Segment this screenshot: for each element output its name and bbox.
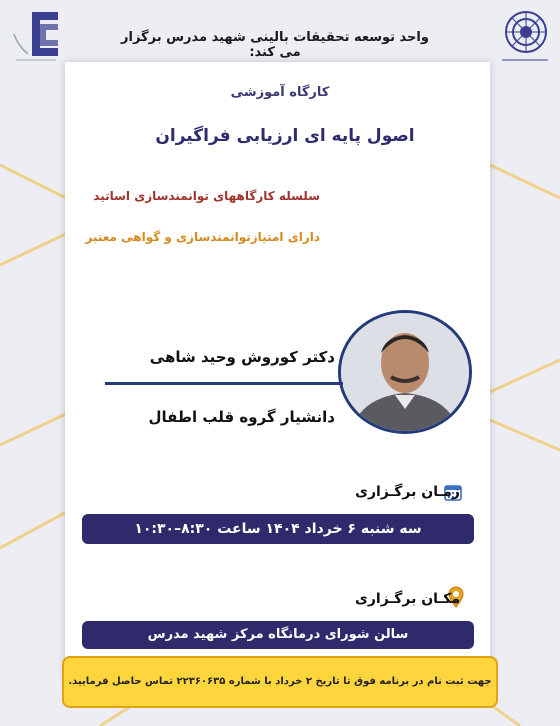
university-logo-left [10, 6, 72, 72]
event-series: سلسله کارگاههای توانمندسازی اساتید [93, 189, 320, 203]
registration-note: جهت ثبت نام در برنامه فوق تا تاریخ ۲ خرداد با شماره ۲۲۳۶۰۶۳۵ تماس حاصل فرمایید. [62, 656, 498, 708]
time-heading: زمـان برگـزاری [355, 484, 460, 500]
organizer-heading: واحد توسعه تحقیقات بالینی شهید مدرس برگزار می کند: [121, 30, 429, 60]
time-value: سه شنبه ۶ خرداد ۱۴۰۴ ساعت ۸:۳۰–۱۰:۳۰ [82, 514, 474, 544]
presenter-photo [338, 310, 472, 434]
presenter-position: دانشیار گروه قلب اطفال [148, 408, 335, 426]
place-heading: مکـان برگـزاری [355, 591, 460, 607]
event-title: اصول پایه ای ارزیابی فراگیران [155, 126, 415, 146]
place-value: سالن شورای درمانگاه مرکز شهید مدرس [82, 621, 474, 649]
event-type: کارگاه آموزشی [230, 85, 330, 100]
divider-line [105, 382, 343, 385]
university-logo-right [496, 4, 552, 70]
presenter-name: دکتر کوروش وحید شاهی [149, 348, 335, 366]
certificate-note: دارای امتیازتوانمندسازی و گواهی معتبر [85, 230, 320, 244]
